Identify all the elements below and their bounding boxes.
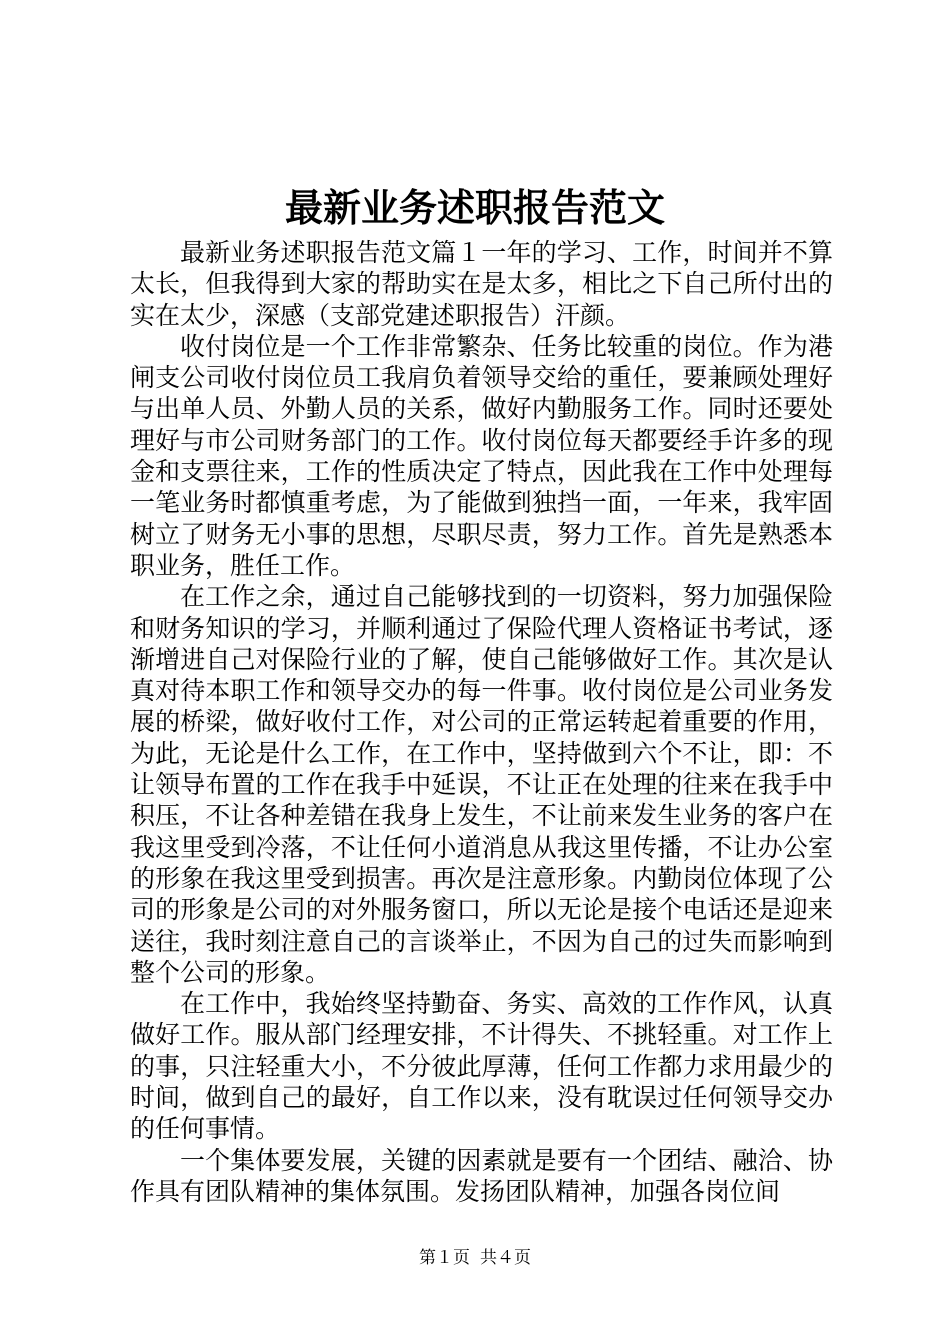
paragraph-5: 一个集体要发展，关键的因素就是要有一个团结、融洽、协作具有团队精神的集体氛围。发扬团队精神，加强各岗位间 [130, 1145, 833, 1206]
paragraph-1: 最新业务述职报告范文篇１一年的学习、工作，时间并不算太长，但我得到大家的帮助实在是太多，相比之下自己所付出的实在太少，深感（支部党建述职报告）汗颜。 [130, 238, 833, 330]
paragraph-2: 收付岗位是一个工作非常繁杂、任务比较重的岗位。作为港闸支公司收付岗位员工我肩负着领导交给的重任，要兼顾处理好与出单人员、外勤人员的关系，做好内勤服务工作。同时还要处理好与市公司财务部门的工作。收付岗位每天都要经手许多的现金和支票往来，工作的性质决定了特点，因此我在工作中处理每一笔业务时都慎重考虑，为了能做到独挡一面，一年来，我牢固树立了财务无小事的思想，尽职尽责，努力工作。首先是熟悉本职业务，胜任工作。 [130, 331, 833, 580]
page-title: 最新业务述职报告范文 [284, 185, 665, 230]
page-footer [0, 1246, 950, 1270]
page-total: 共４页 [480, 1248, 531, 1268]
paragraph-3: 在工作之余，通过自己能够找到的一切资料，努力加强保险和财务知识的学习，并顺利通过了保险代理人资格证书考试，逐渐增进自己对保险行业的了解，使自己能够做好工作。其次是认真对待本职工作和领导交办的每一件事。收付岗位是公司业务发展的桥梁，做好收付工作，对公司的正常运转起着重要的作用，为此，无论是什么工作，在工作中，坚持做到六个不让，即：不让领导布置的工作在我手中延误，不让正在处理的往来在我手中积压，不让各种差错在我身上发生，不让前来发生业务的客户在我这里受到冷落，不让任何小道消息从我这里传播，不让办公室的形象在我这里受到损害。再次是注意形象。内勤岗位体现了公司的形象是公司的对外服务窗口，所以无论是接个电话还是迎来送往，我时刻注意自己的言谈举止，不因为自己的过失而影响到整个公司的形象。 [130, 582, 833, 987]
paragraph-4: 在工作中，我始终坚持勤奋、务实、高效的工作作风，认真做好工作。服从部门经理安排，不计得失、不挑轻重。对工作上的事，只注轻重大小，不分彼此厚薄，任何工作都力求用最少的时间，做到自己的最好，自工作以来，没有耽误过任何领导交办的任何事情。 [130, 989, 833, 1144]
document-body [130, 237, 833, 1207]
page-number: 第１页 [419, 1248, 470, 1268]
